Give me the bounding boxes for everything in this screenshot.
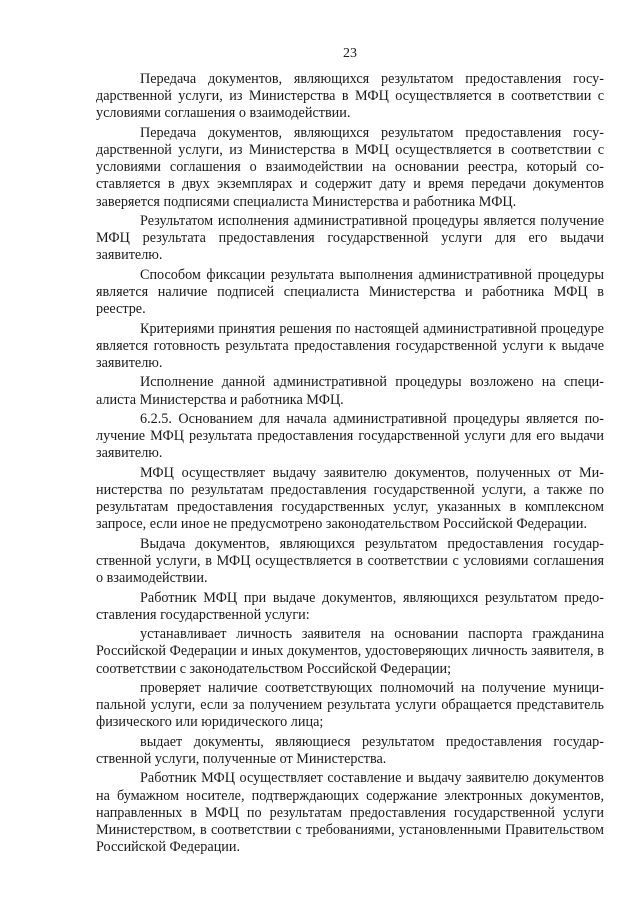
paragraph: Выдача документов, являющихся результатом предоставления государственной услуги, в МФЦ осуществляется в соответствии с условиями соглашения о взаимодействии. <box>96 535 604 587</box>
paragraph: Критериями принятия решения по настоящей административной процедуре является готовность результата предоставления государственной услуги к выдаче заявителю. <box>96 320 604 371</box>
paragraph: Результатом исполнения административной процедуры является получение МФЦ результата предоставления государственной услуги для его выдачи заявителю. <box>96 213 604 264</box>
page-number: 23 <box>343 46 357 61</box>
list-item: устанавливает личность заявителя на основании паспорта гражданина Российской Федерации и иных документов, удостоверяющих личность заявителя, в соответствии с законодательством Российской Федерации; <box>96 626 604 677</box>
paragraph: Передача документов, являющихся результатом предоставления государственной услуги, из Министерства в МФЦ осуществляется в соответствии с условиями соглашения о взаимодействии. <box>96 71 604 122</box>
paragraph: Работник МФЦ при выдаче документов, являющихся результатом предоставления государственной услуги: <box>96 589 604 623</box>
paragraph: Работник МФЦ осуществляет составление и выдачу заявителю документов на бумажном носителе, подтверждающих содержание электронных документов, направленных в МФЦ по результатам предоставления государственной услуги Министерством, в соответствии с требованиями, установленными Правительством Российской Федерации. <box>96 770 604 856</box>
paragraph: Исполнение данной административной процедуры возложено на специалиста Министерства и работника МФЦ. <box>96 374 604 408</box>
document-body <box>96 71 604 856</box>
paragraph: МФЦ осуществляет выдачу заявителю документов, полученных от Министерства по результатам предоставления государственной услуги, а также по результатам предоставления государственных услуг, указанных в комплексном запросе, если иное не предусмотрено законодательством Российской Федерации. <box>96 464 604 533</box>
list-item: выдает документы, являющиеся результатом предоставления государственной услуги, полученные от Министерства. <box>96 733 604 767</box>
paragraph: Передача документов, являющихся результатом предоставления государственной услуги, из Министерства в МФЦ осуществляется в соответствии с условиями соглашения о взаимодействии на основании реестра, который составляется в двух экземплярах и содержит дату и время передачи документов заверяется подписями специалиста Министерства и работника МФЦ. <box>96 124 604 210</box>
paragraph: 6.2.5. Основанием для начала административной процедуры является получение МФЦ результата предоставления государственной услуги для его выдачи заявителю. <box>96 410 604 462</box>
paragraph: Способом фиксации результата выполнения административной процедуры является наличие подписей специалиста Министерства и работника МФЦ в реестре. <box>96 266 604 318</box>
list-item: проверяет наличие соответствующих полномочий на получение муниципальной услуги, если за получением результата услуги обращается представитель физического или юридического лица; <box>96 679 604 731</box>
